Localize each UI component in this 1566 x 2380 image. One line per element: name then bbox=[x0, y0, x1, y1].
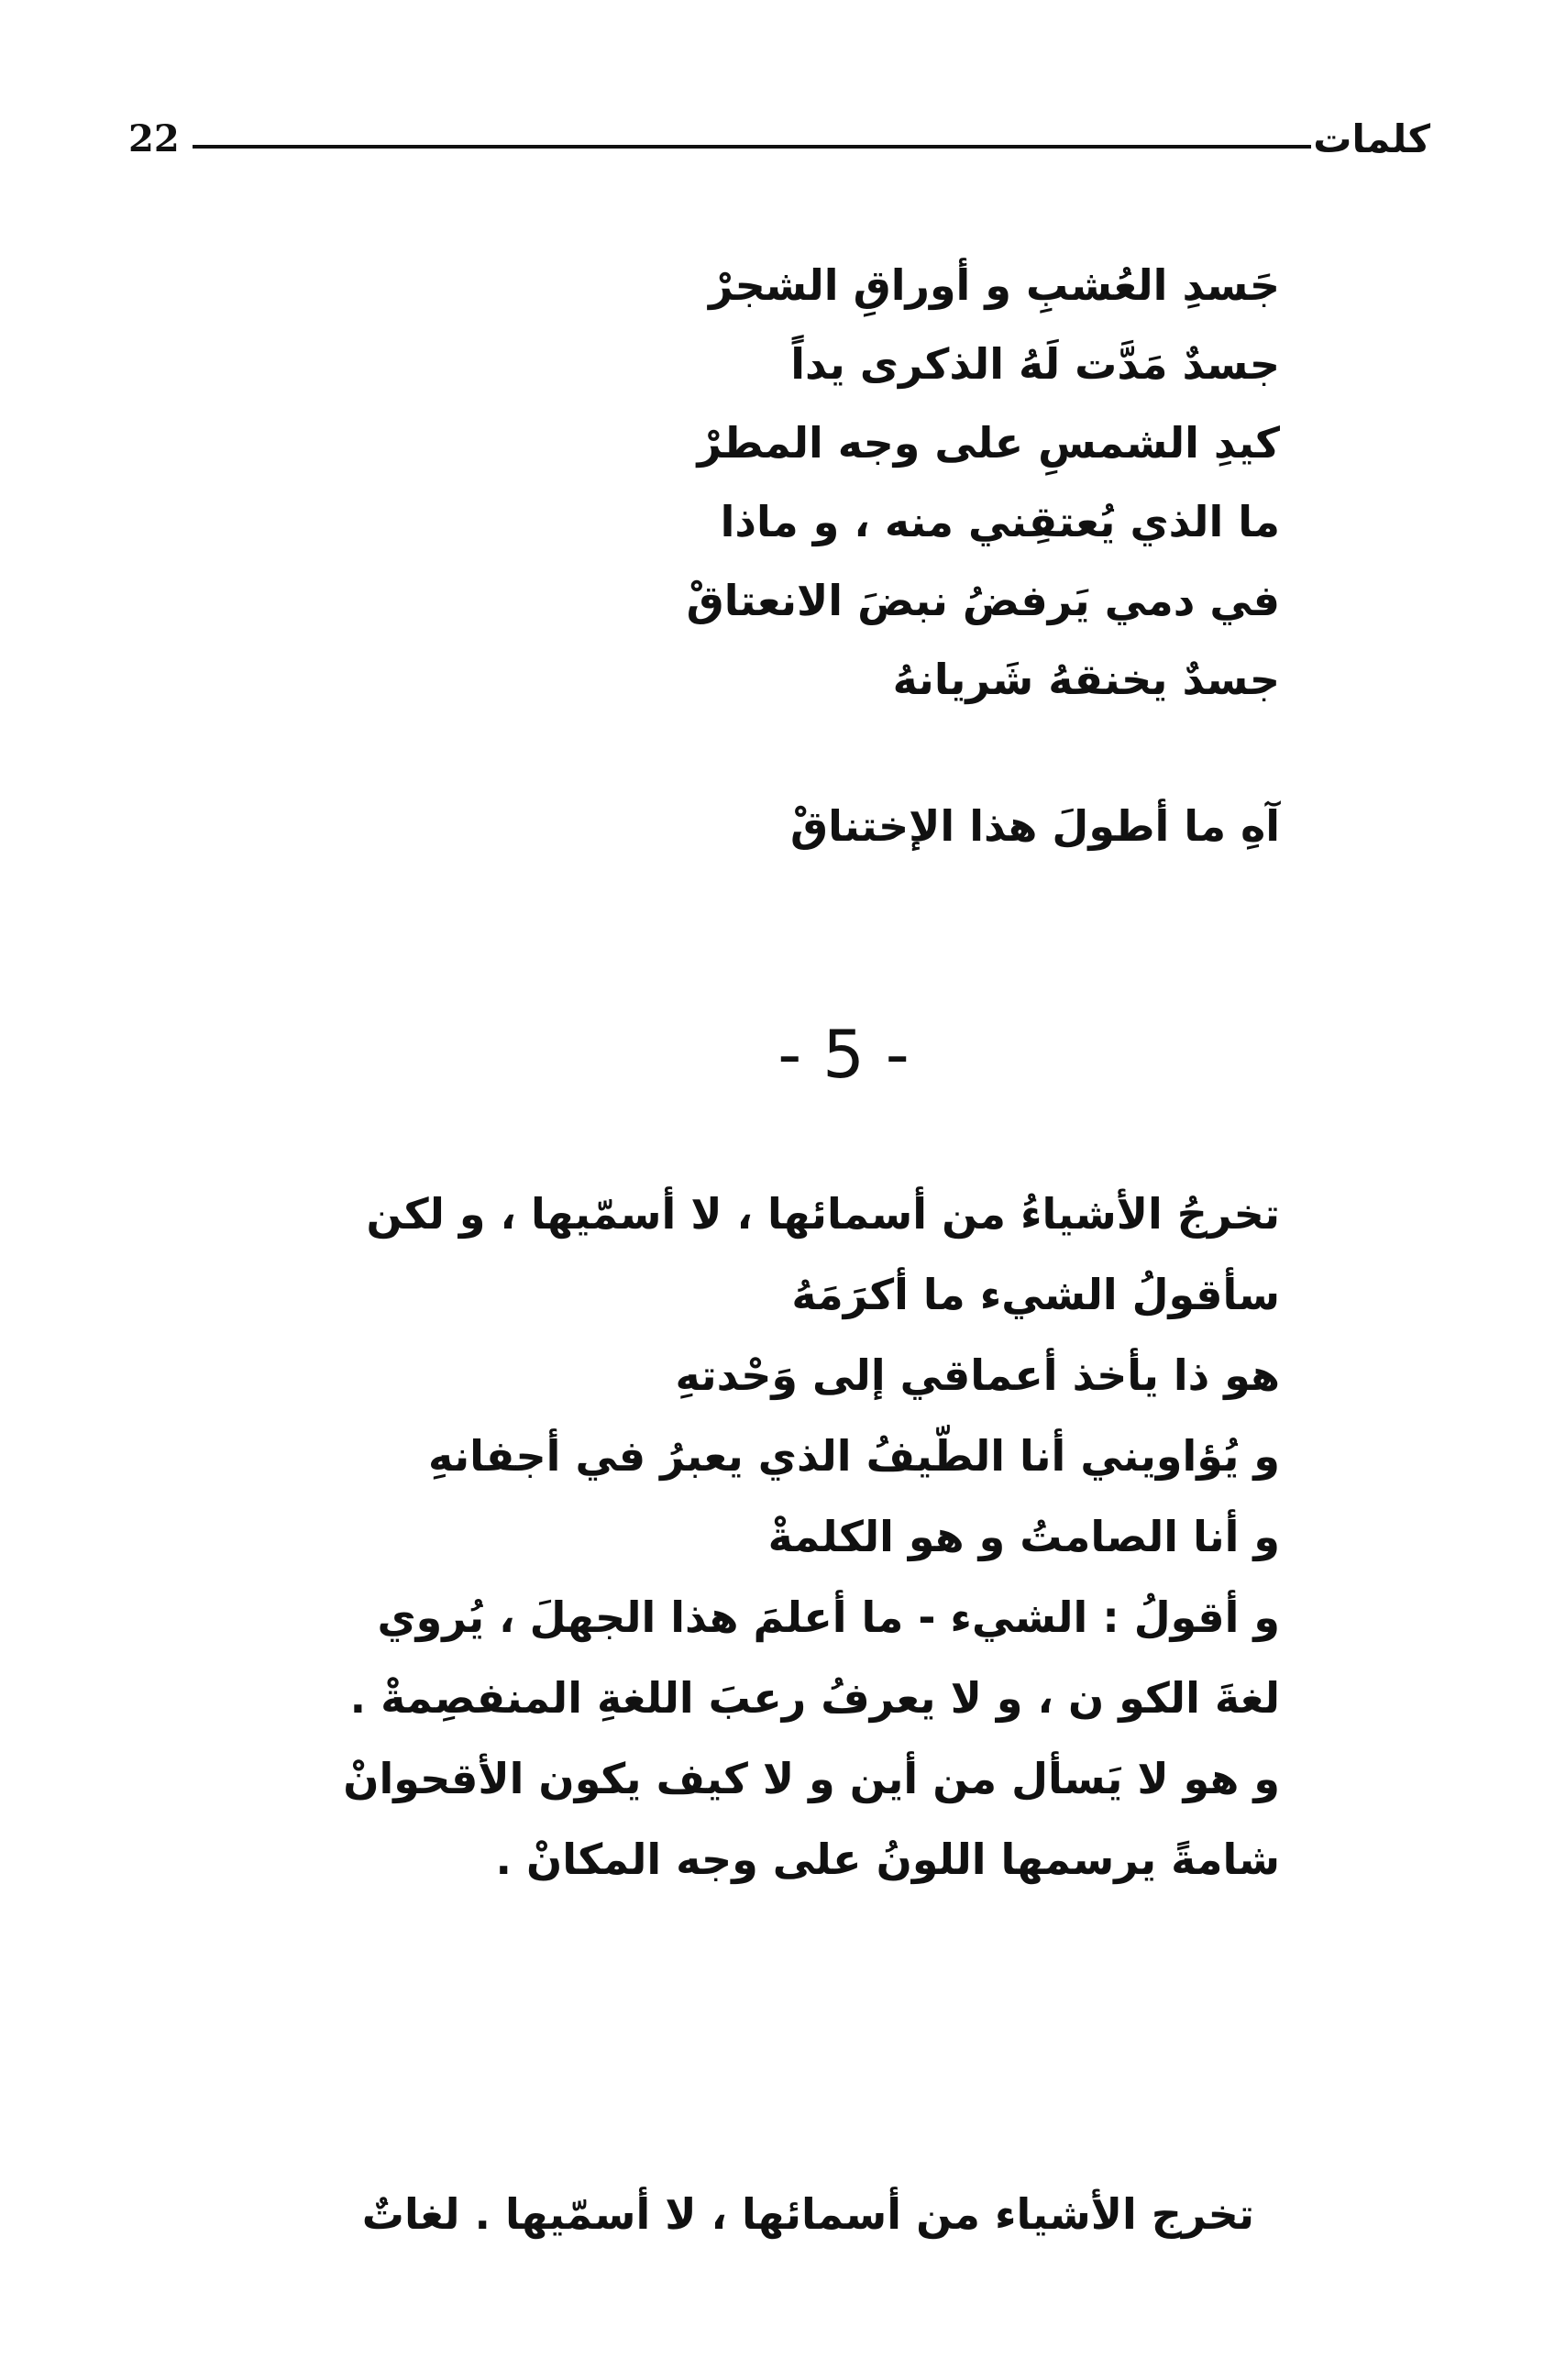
poem-line: جسدٌ مَدَّت لَهُ الذكرى يداً bbox=[790, 339, 1280, 389]
running-title: كلمات bbox=[1313, 116, 1430, 161]
footer-quote: تخرج الأشياء من أسمائها ، لا أسمّيها . لغاتٌ bbox=[361, 2189, 1254, 2239]
poem-line: سأقولُ الشيء ما أكرَمَهُ bbox=[791, 1270, 1280, 1319]
poem-line: و أقولُ : الشيء - ما أعلمَ هذا الجهلَ ، يُروي bbox=[377, 1592, 1280, 1642]
poem-line: تخرجُ الأشياءُ من أسمائها ، لا أسمّيها ، و لكن bbox=[366, 1189, 1280, 1239]
page-header bbox=[128, 112, 1430, 167]
poem-line: جسدٌ يخنقهُ شَريانهُ bbox=[892, 655, 1280, 704]
poem-line: في دمي يَرفضُ نبضَ الانعتاقْ bbox=[686, 576, 1280, 625]
poem-line: كيدِ الشمسِ على وجه المطرْ bbox=[697, 418, 1280, 468]
header-rule bbox=[193, 145, 1311, 149]
poem-line: شامةً يرسمها اللونُ على وجه المكانْ . bbox=[495, 1835, 1280, 1884]
poem-stanza-3 bbox=[343, 1173, 1280, 1900]
poem-line: ما الذي يُعتقِني منه ، و ماذا bbox=[720, 497, 1280, 546]
page-number: 22 bbox=[128, 117, 180, 160]
poem-line: هو ذا يأخذ أعماقي إلى وَحْدتهِ bbox=[675, 1350, 1280, 1400]
poem-line: لغةَ الكو ن ، و لا يعرفُ رعبَ اللغةِ المنفصِمةْ . bbox=[349, 1673, 1280, 1723]
poem-stanza-2 bbox=[790, 787, 1280, 865]
poem-line: آهِ ما أطولَ هذا الإختناقْ bbox=[790, 801, 1280, 851]
section-number: - 5 - bbox=[777, 1016, 910, 1093]
poem-line: و أنا الصامتُ و هو الكلمةْ bbox=[767, 1512, 1280, 1561]
poem-line: جَسدِ العُشبِ و أوراقِ الشجرْ bbox=[708, 260, 1280, 310]
poem-line: و يُؤاويني أنا الطّيفُ الذي يعبرُ في أجفانهِ bbox=[427, 1431, 1280, 1481]
poem-stanza-1 bbox=[687, 246, 1280, 719]
poem-line: و هو لا يَسأل من أين و لا كيف يكون الأقحوانْ bbox=[343, 1754, 1280, 1803]
